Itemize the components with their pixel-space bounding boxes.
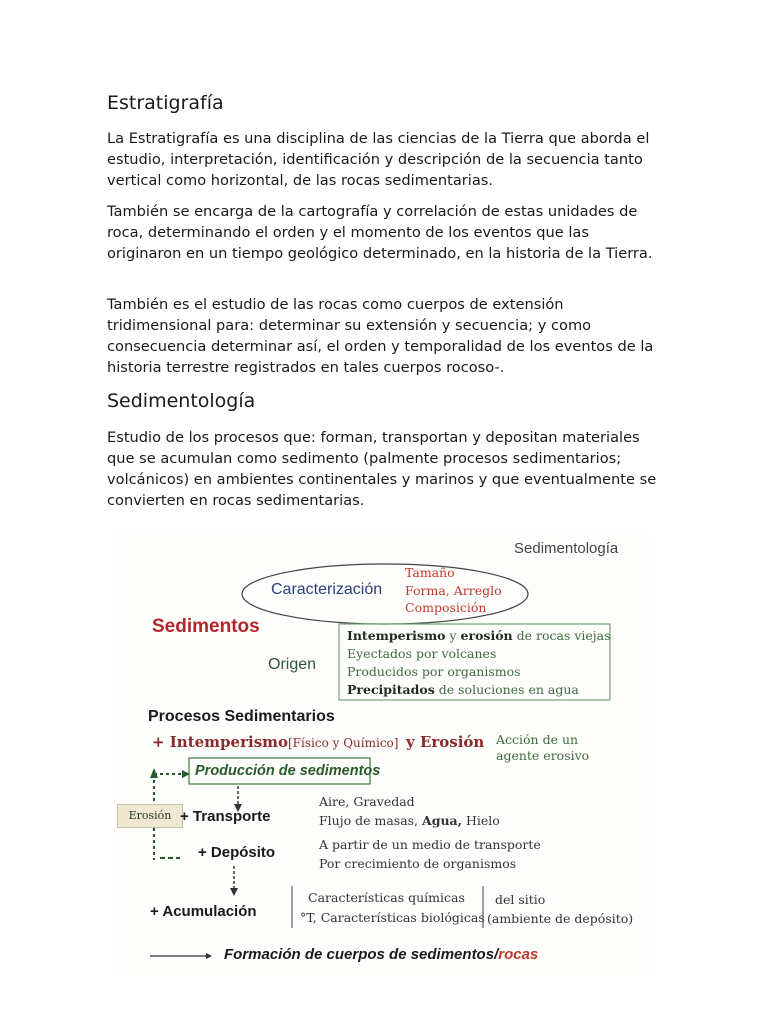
paragraph-1: La Estratigrafía es una disciplina de las ciencias de la Tierra que aborda el estudio, interpretación, identificación y descripción de la secuencia tanto vertical como horizontal, de las rocas sedimentarias. (107, 130, 650, 189)
origen-item (347, 682, 579, 697)
origen-item: Eyectados por volcanes (347, 646, 497, 661)
origen-item-bold2: erosión (460, 628, 513, 643)
intemperismo-label: + Intemperismo (152, 733, 289, 751)
produccion-label: Producción de sedimentos (195, 763, 381, 779)
transporte-item (319, 813, 500, 828)
acumulacion-label: + Acumulación (150, 903, 257, 920)
transporte-label: + Transporte (180, 808, 271, 825)
rocas-text: rocas (498, 946, 539, 963)
y-erosion-label: y Erosión (406, 733, 485, 751)
transporte-item-text: Flujo de masas, (319, 813, 423, 828)
caracterizacion-item: Forma, Arreglo (405, 583, 502, 598)
deposito-label: + Depósito (198, 844, 276, 861)
formacion-text: Formación de cuerpos de sedimentos/ (224, 946, 499, 963)
acumulacion-item: Características químicas (308, 890, 465, 905)
paragraph-3: También es el estudio de las rocas como cuerpos de extensión tridimensional para: determinar su extensión y secuencia; y como consecuencia determinar así, el orden y temporalidad de los eventos de la historia terrestre registrados en tales cuerpos rocoso-. (107, 296, 654, 376)
origen-item-rest: de rocas viejas (512, 628, 611, 643)
transporte-item: Aire, Gravedad (319, 794, 415, 809)
caracterizacion-item: Composición (405, 600, 487, 615)
transporte-item-bold: Agua, (422, 813, 462, 828)
sitio-line: del sitio (495, 892, 546, 907)
erosion-tag: Erosión (117, 804, 183, 828)
procesos-heading: Procesos Sedimentarios (148, 708, 335, 725)
transporte-item-text: Hielo (462, 813, 500, 828)
intemperismo-tipo: [Físico y Químico] (288, 736, 399, 750)
accion-line: Acción de un (496, 732, 579, 747)
caracterizacion-label: Caracterización (271, 581, 383, 598)
origen-item: Producidos por organismos (347, 664, 521, 679)
formacion-label (224, 946, 538, 963)
origen-label: Origen (268, 656, 317, 673)
caracterizacion-item: Tamaño (405, 565, 455, 580)
origen-item (347, 628, 611, 643)
sitio-line: (ambiente de depósito) (487, 911, 634, 926)
paragraph-4: Estudio de los procesos que: forman, transportan y depositan materiales que se acumulan como sedimento (palmente procesos sedimentarios; volcánicos) en ambientes continentales y marinos y que eventualmente se convierten en rocas sedimentarias. (107, 429, 657, 509)
paragraph-2: También se encarga de la cartografía y correlación de estas unidades de roca, determinando el orden y el momento de los eventos que las originaron en un tiempo geológico determinado, en la historia de la Tierra. (107, 203, 653, 262)
origen-item-rest: de soluciones en agua (434, 682, 579, 697)
deposito-item: A partir de un medio de transporte (319, 837, 541, 852)
origen-item-bold: Precipitados (347, 682, 435, 697)
deposito-item: Por crecimiento de organismos (319, 856, 517, 871)
sedimentology-diagram (114, 530, 650, 976)
heading-sedimentologia: Sedimentología (107, 390, 256, 412)
sedimentos-label: Sedimentos (152, 616, 260, 637)
acumulacion-item: °T, Características biológicas (300, 910, 485, 925)
origen-item-mid: y (445, 628, 461, 643)
origen-item-bold: Intemperismo (347, 628, 446, 643)
heading-estratigrafia: Estratigrafía (107, 92, 224, 114)
accion-line: agente erosivo (496, 748, 590, 763)
figure-title: Sedimentología (514, 540, 619, 557)
